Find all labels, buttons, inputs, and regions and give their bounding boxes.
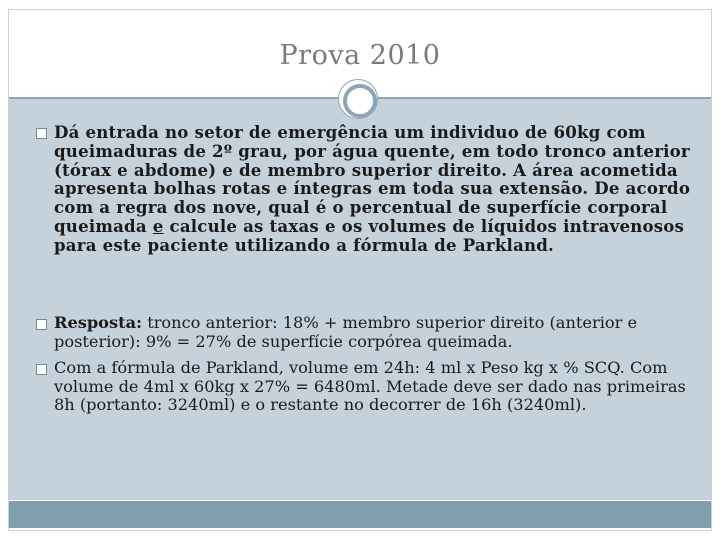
bullet-square-icon [36,319,47,330]
answer-label: Resposta: [54,313,143,332]
question-bullet [36,123,696,255]
answer-body: tronco anterior: 18% + membro superior direito (anterior e posterior): 9% = 27% de superfície corpórea queimada. [54,313,638,351]
parkland-bullet [36,359,696,415]
question-underlined-word: e [152,215,164,236]
parkland-text: Com a fórmula de Parkland, volume em 24h: 4 ml x Peso kg x % SCQ. Com volume de 4ml x 60kg x 27% = 6480ml. Metade deve ser dado nas primeiras 8h (portanto: 3240ml) e o restante no decorrer de 16h (3240ml). [54,358,686,415]
answer-bullet [36,314,696,351]
answer-text [54,314,696,351]
question-text-part2: calcule as taxas e os volumes de líquidos intravenosos para este paciente utilizando a fórmula de Parkland. [54,215,685,255]
footer-band [9,501,711,528]
question-text-part1: Dá entrada no setor de emergência um individuo de 60kg com queimaduras de 2º grau, por água quente, em todo tronco anterior (tórax e abdome) e de membro superior direito. A área acometida apresenta bolhas rotas e íntegras em toda sua extensão. De acordo com a regra dos nove, qual é o percentual de superfície corporal queimada [54,122,691,236]
bullet-square-icon [36,364,47,375]
question-text [54,123,696,255]
bullet-square-icon [36,128,47,139]
circle-ornament-icon [338,79,378,119]
slide-title: Prova 2010 [279,40,441,71]
